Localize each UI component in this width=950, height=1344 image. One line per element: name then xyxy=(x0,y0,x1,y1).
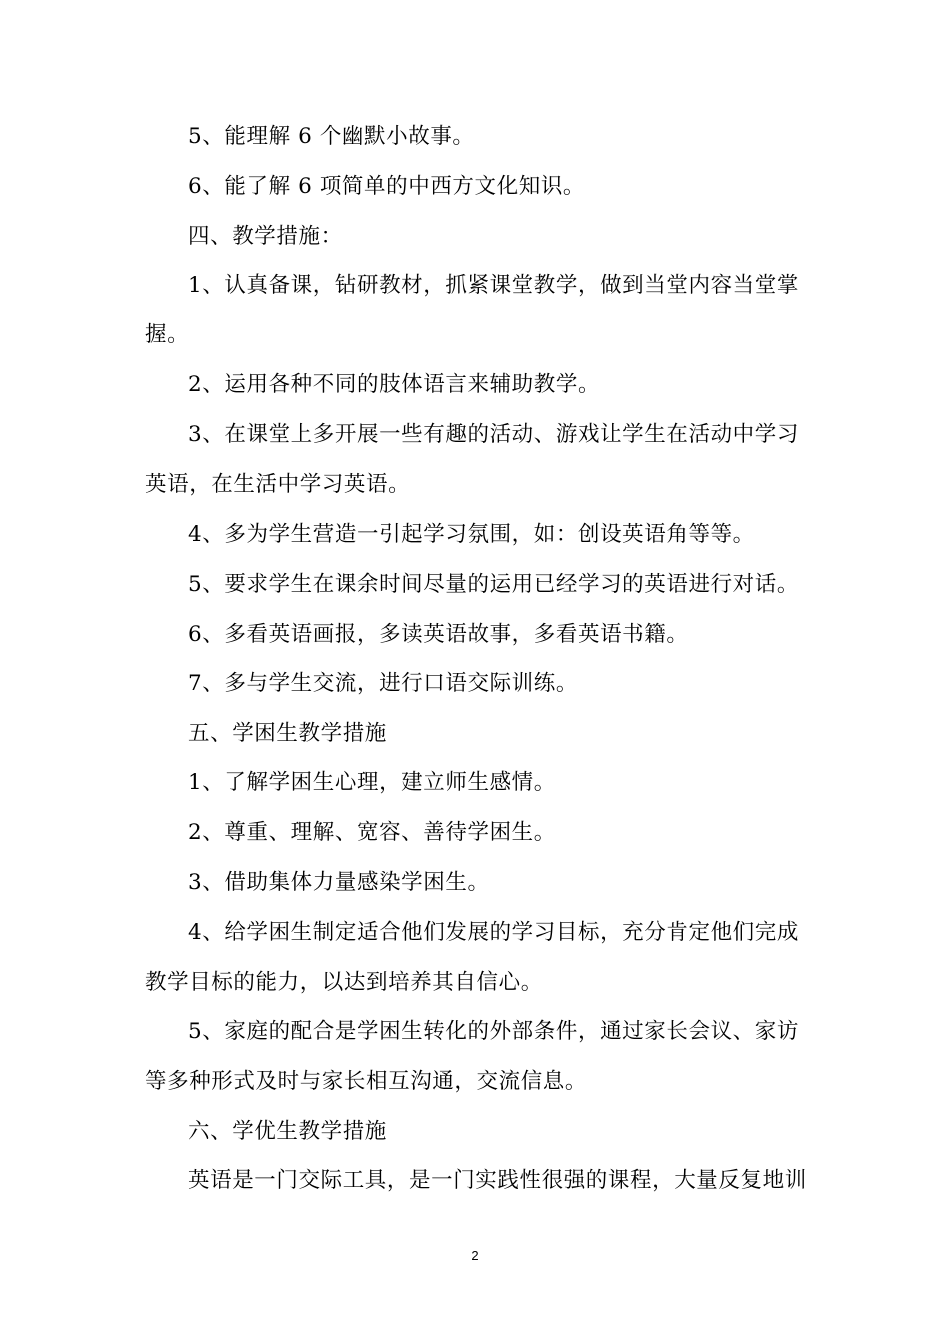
text-line: 1、认真备课，钻研教材，抓紧课堂教学，做到当堂内容当堂掌 xyxy=(188,273,799,298)
text-line: 3、在课堂上多开展一些有趣的活动、游戏让学生在活动中学习 xyxy=(188,422,799,447)
text-line: 7、多与学生交流，进行口语交际训练。 xyxy=(188,671,578,696)
text-line: 等多种形式及时与家长相互沟通，交流信息。 xyxy=(145,1069,588,1094)
text-line: 6、多看英语画报，多读英语故事，多看英语书籍。 xyxy=(188,622,689,647)
text-line: 5、能理解 6 个幽默小故事。 xyxy=(188,124,475,149)
text-line: 3、借助集体力量感染学困生。 xyxy=(188,870,490,895)
text-line: 英语是一门交际工具，是一门实践性很强的课程，大量反复地训 xyxy=(188,1168,807,1193)
text-line: 1、了解学困生心理，建立师生感情。 xyxy=(188,770,556,795)
text-line: 握。 xyxy=(145,322,190,347)
page-number: 2 xyxy=(471,1248,479,1263)
section-heading: 四、教学措施： xyxy=(188,224,343,249)
text-line: 4、多为学生营造一引起学习氛围，如：创设英语角等等。 xyxy=(188,522,755,547)
text-line: 2、运用各种不同的肢体语言来辅助教学。 xyxy=(188,372,601,397)
text-line: 6、能了解 6 项简单的中西方文化知识。 xyxy=(188,174,586,199)
text-line: 4、给学困生制定适合他们发展的学习目标，充分肯定他们完成 xyxy=(188,920,799,945)
text-line: 5、家庭的配合是学困生转化的外部条件，通过家长会议、家访 xyxy=(188,1019,799,1044)
section-heading: 六、学优生教学措施 xyxy=(188,1119,387,1144)
text-line: 2、尊重、理解、宽容、善待学困生。 xyxy=(188,820,556,845)
text-line: 教学目标的能力，以达到培养其自信心。 xyxy=(145,970,543,995)
section-heading: 五、学困生教学措施 xyxy=(188,721,387,746)
text-line: 5、要求学生在课余时间尽量的运用已经学习的英语进行对话。 xyxy=(188,572,799,597)
text-line: 英语，在生活中学习英语。 xyxy=(145,472,411,497)
